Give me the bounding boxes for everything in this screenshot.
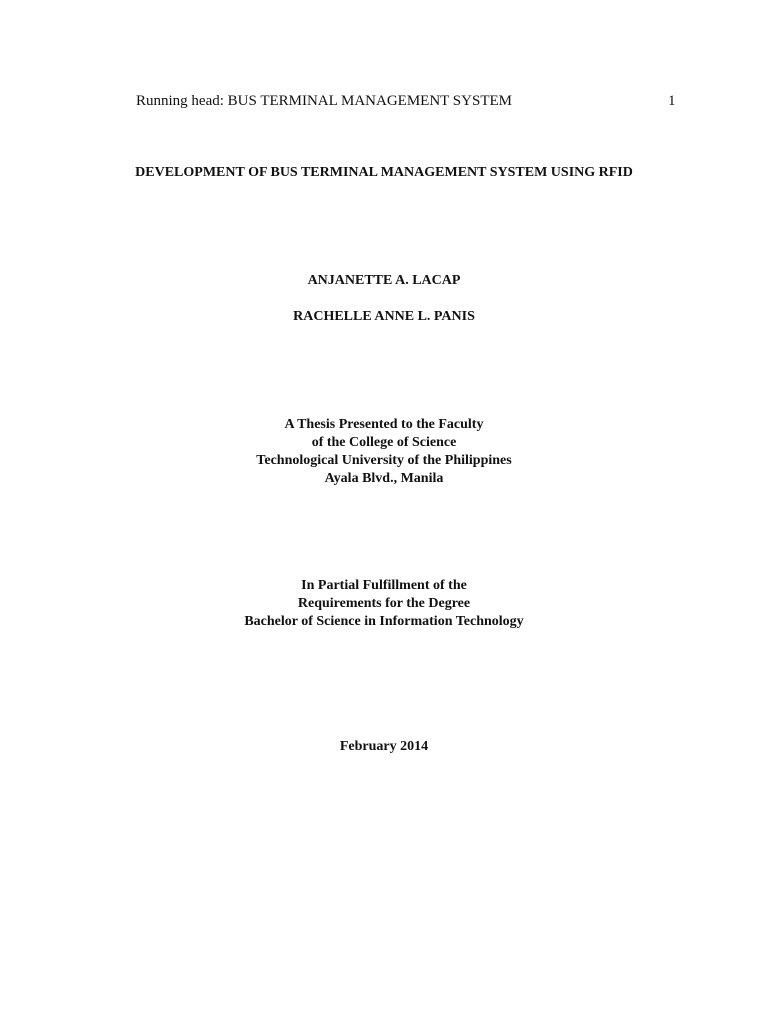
fulfillment-block [0, 577, 768, 631]
thesis-title: DEVELOPMENT OF BUS TERMINAL MANAGEMENT SYSTEM USING RFID [135, 165, 633, 180]
presentation-line: Ayala Blvd., Manila [324, 471, 444, 486]
fulfillment-line: Requirements for the Degree [297, 596, 471, 611]
submission-date: February 2014 [339, 739, 429, 754]
presentation-line: of the College of Science [311, 435, 457, 450]
fulfillment-line: In Partial Fulfillment of the [301, 578, 467, 593]
presentation-line: A Thesis Presented to the Faculty [284, 417, 484, 432]
presentation-block [0, 416, 768, 488]
fulfillment-line: Bachelor of Science in Information Technology [244, 614, 524, 629]
running-head: Running head: BUS TERMINAL MANAGEMENT SYSTEM [136, 93, 512, 109]
presentation-line: Technological University of the Philippines [256, 453, 512, 468]
author-name: ANJANETTE A. LACAP [307, 273, 461, 288]
page-number: 1 [668, 93, 676, 109]
author-name: RACHELLE ANNE L. PANIS [293, 309, 475, 324]
